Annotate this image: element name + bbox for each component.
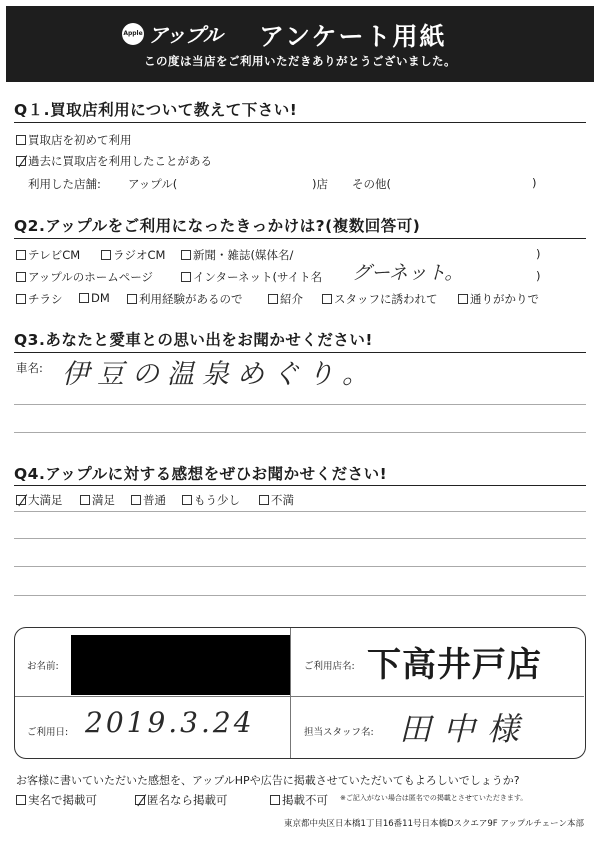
q2-option-staff[interactable]	[322, 291, 438, 307]
q1-option-first-time[interactable]	[16, 132, 132, 148]
checkbox[interactable]	[182, 495, 192, 505]
checkbox[interactable]	[259, 495, 269, 505]
q2-option-internet[interactable]	[181, 269, 322, 285]
survey-header	[6, 6, 594, 82]
handwritten-date: 2019.3.24	[85, 706, 255, 739]
checkbox-checked[interactable]	[135, 795, 145, 805]
q2-option-passing[interactable]	[458, 291, 539, 307]
option-label: 紹介	[280, 292, 303, 306]
checkbox[interactable]	[181, 250, 191, 260]
q4-option-could-be-better[interactable]	[182, 492, 240, 508]
checkbox[interactable]	[79, 293, 89, 303]
store-line-prefix: 利用した店舗:	[28, 177, 101, 191]
consent-option-no[interactable]	[270, 792, 328, 808]
checkbox[interactable]	[16, 250, 26, 260]
checkbox-checked[interactable]	[16, 495, 26, 505]
q4-option-satisfied[interactable]	[80, 492, 115, 508]
option-label: スタッフに誘われて	[334, 292, 438, 306]
q2-divider	[14, 238, 586, 239]
q2-option-radio[interactable]	[101, 247, 165, 263]
option-label: 掲載不可	[282, 793, 328, 807]
checkbox[interactable]	[101, 250, 111, 260]
q2-option-referral[interactable]	[268, 291, 303, 307]
option-label: 実名で掲載可	[28, 793, 97, 807]
option-label: 利用経験があるので	[139, 292, 243, 306]
checkbox[interactable]	[16, 272, 26, 282]
customer-info-card	[14, 627, 586, 759]
redacted-name	[71, 635, 290, 695]
name-label: お名前:	[27, 661, 59, 672]
checkbox[interactable]	[16, 795, 26, 805]
page-subtitle: この度は当店をご利用いただきありがとうございました。	[144, 54, 456, 68]
handwritten-staff: 田中様	[399, 710, 532, 748]
q2-title: Q2.アップルをご利用になったきっかけは?(複数回答可)	[14, 217, 421, 235]
store-line-other: その他(	[352, 177, 391, 191]
option-label: 満足	[92, 493, 115, 507]
q2-option-homepage[interactable]	[16, 269, 153, 285]
answer-line	[14, 432, 586, 433]
checkbox[interactable]	[458, 294, 468, 304]
answer-line	[14, 566, 586, 567]
answer-line	[14, 595, 586, 596]
option-label: 大満足	[28, 493, 63, 507]
store-label: ご利用店名:	[304, 661, 355, 672]
option-label: 普通	[143, 493, 166, 507]
checkbox[interactable]	[270, 795, 280, 805]
q1-option-used-before[interactable]	[16, 153, 212, 169]
store-name-stamp: 下高井戸店	[367, 645, 542, 685]
page-title: アンケート用紙	[259, 22, 447, 51]
consent-note: ※ご記入がない場合は匿名での掲載とさせていただきます。	[340, 794, 528, 802]
checkbox[interactable]	[131, 495, 141, 505]
option-label: アップルのホームページ	[28, 270, 154, 284]
handwritten-site-name: グーネット。	[352, 262, 464, 284]
staff-label: 担当スタッフ名:	[304, 727, 374, 738]
logo-text: アップル	[148, 23, 222, 47]
checkbox[interactable]	[16, 294, 26, 304]
q4-divider	[14, 485, 586, 486]
card-divider-horizontal	[15, 696, 584, 697]
checkbox[interactable]	[322, 294, 332, 304]
q4-option-dissatisfied[interactable]	[259, 492, 294, 508]
checkbox[interactable]	[16, 135, 26, 145]
close-paren: )	[536, 269, 541, 283]
answer-line	[14, 511, 586, 512]
consent-question: お客様に書いていただいた感想を、アップルHPや広告に掲載させていただいてもよろしいでしょうか?	[16, 774, 520, 787]
consent-option-anonymous[interactable]	[135, 792, 228, 808]
option-label: チラシ	[28, 292, 63, 306]
q4-option-very-satisfied[interactable]	[16, 492, 63, 508]
store-line-close: )	[532, 176, 537, 190]
logo-badge: Apple	[122, 23, 144, 45]
option-label: 新聞・雑誌(媒体名/	[193, 248, 294, 262]
handwritten-memory: 伊豆の温泉めぐり。	[62, 359, 377, 390]
close-paren: )	[536, 247, 541, 261]
checkbox-checked[interactable]	[16, 156, 26, 166]
option-label: 匿名なら掲載可	[147, 793, 228, 807]
option-label: インターネット(サイト名	[193, 270, 323, 284]
option-label: 通りがかりで	[470, 292, 539, 306]
option-label: ラジオCM	[113, 248, 166, 262]
q2-option-tv[interactable]	[16, 247, 80, 263]
q2-option-dm[interactable]	[79, 291, 110, 305]
option-label: 買取店を初めて利用	[28, 133, 132, 147]
q3-title: Q3.あなたと愛車との思い出をお聞かせください!	[14, 331, 373, 349]
q2-option-experience[interactable]	[127, 291, 243, 307]
q1-divider	[14, 122, 586, 123]
answer-line	[14, 404, 586, 405]
option-label: もう少し	[194, 493, 240, 507]
apple-logo	[122, 19, 222, 48]
answer-line	[14, 538, 586, 539]
option-label: DM	[91, 291, 110, 305]
option-label: 過去に買取店を利用したことがある	[28, 154, 212, 168]
date-label: ご利用日:	[27, 727, 69, 738]
q1-title: Q１.買取店利用について教えて下さい!	[14, 101, 298, 119]
q2-option-flyer[interactable]	[16, 291, 63, 307]
checkbox[interactable]	[80, 495, 90, 505]
card-divider-vertical	[290, 628, 291, 758]
q2-option-newspaper[interactable]	[181, 247, 293, 263]
q4-title: Q4.アップルに対する感想をぜひお聞かせください!	[14, 465, 388, 483]
consent-option-real-name[interactable]	[16, 792, 97, 808]
checkbox[interactable]	[268, 294, 278, 304]
option-label: テレビCM	[28, 248, 81, 262]
store-line-suffix: )店	[312, 177, 328, 191]
checkbox[interactable]	[181, 272, 191, 282]
option-label: 不満	[271, 493, 294, 507]
footer-address: 東京都中央区日本橋1丁目16番11号日本橋Dスクエア9F アップルチェーン本部	[283, 819, 584, 829]
store-line-apple: アップル(	[128, 177, 178, 191]
car-name-label: 車名:	[16, 361, 43, 375]
q4-option-average[interactable]	[131, 492, 166, 508]
checkbox[interactable]	[127, 294, 137, 304]
